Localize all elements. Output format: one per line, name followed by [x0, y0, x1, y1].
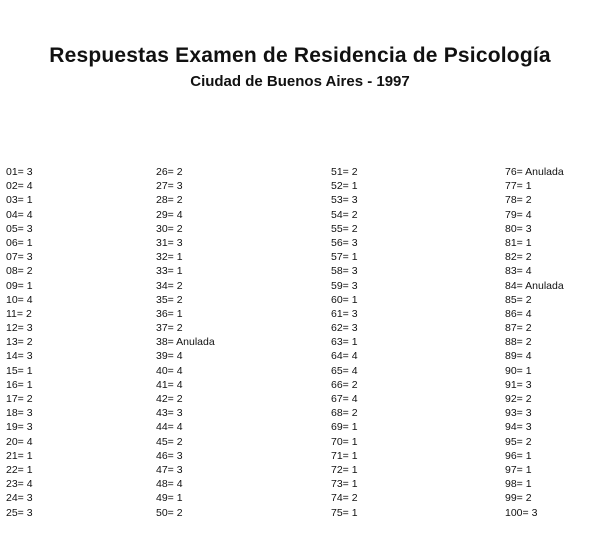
- answer-item: 59= 3: [331, 279, 358, 292]
- answer-item: 87= 2: [505, 322, 532, 335]
- answer-item: 81= 1: [505, 236, 532, 249]
- answer-item: 65= 4: [331, 364, 358, 377]
- answer-item: 75= 1: [331, 506, 358, 519]
- answers-column-2: [156, 165, 215, 520]
- answer-item: 95= 2: [505, 435, 532, 448]
- answer-item: 43= 3: [156, 407, 183, 420]
- answer-item: 22= 1: [6, 463, 33, 476]
- answer-item: 27= 3: [156, 180, 183, 193]
- answer-item: 58= 3: [331, 265, 358, 278]
- answer-item: 41= 4: [156, 378, 183, 391]
- answer-item: 37= 2: [156, 322, 183, 335]
- answer-item: 40= 4: [156, 364, 183, 377]
- answer-item: 99= 2: [505, 492, 532, 505]
- answer-item: 66= 2: [331, 378, 358, 391]
- answer-item: 48= 4: [156, 478, 183, 491]
- answer-item: 84= Anulada: [505, 279, 564, 292]
- answer-item: 28= 2: [156, 194, 183, 207]
- answer-item: 94= 3: [505, 421, 532, 434]
- answer-item: 25= 3: [6, 506, 33, 519]
- answer-item: 09= 1: [6, 279, 33, 292]
- answer-item: 68= 2: [331, 407, 358, 420]
- answer-item: 50= 2: [156, 506, 183, 519]
- answer-item: 19= 3: [6, 421, 33, 434]
- answer-item: 63= 1: [331, 336, 358, 349]
- answer-item: 30= 2: [156, 222, 183, 235]
- answer-item: 06= 1: [6, 236, 33, 249]
- answer-item: 10= 4: [6, 293, 33, 306]
- answer-item: 74= 2: [331, 492, 358, 505]
- answer-item: 83= 4: [505, 265, 532, 278]
- answer-item: 14= 3: [6, 350, 33, 363]
- answer-item: 71= 1: [331, 449, 358, 462]
- answer-item: 04= 4: [6, 208, 33, 221]
- answers-column-4: [505, 165, 564, 520]
- answer-item: 64= 4: [331, 350, 358, 363]
- answer-item: 55= 2: [331, 222, 358, 235]
- answer-item: 73= 1: [331, 478, 358, 491]
- answer-item: 17= 2: [6, 393, 33, 405]
- answer-item: 08= 2: [6, 265, 33, 278]
- answer-item: 97= 1: [505, 463, 532, 476]
- answer-item: 92= 2: [505, 393, 532, 405]
- answer-item: 18= 3: [6, 407, 33, 420]
- answer-item: 46= 3: [156, 449, 183, 462]
- answer-item: 80= 3: [505, 222, 532, 235]
- answer-item: 100= 3: [505, 506, 538, 519]
- answer-item: 20= 4: [6, 435, 33, 448]
- answer-item: 91= 3: [505, 378, 532, 391]
- answer-item: 52= 1: [331, 180, 358, 193]
- answer-item: 32= 1: [156, 251, 183, 264]
- answer-item: 49= 1: [156, 492, 183, 505]
- answer-item: 76= Anulada: [505, 166, 564, 178]
- answer-item: 38= Anulada: [156, 336, 215, 349]
- answer-item: 44= 4: [156, 421, 183, 434]
- answer-item: 02= 4: [6, 180, 33, 193]
- answer-item: 11= 2: [6, 307, 32, 320]
- answer-item: 85= 2: [505, 293, 532, 306]
- answer-item: 34= 2: [156, 279, 183, 292]
- answer-item: 62= 3: [331, 322, 358, 335]
- answer-item: 05= 3: [6, 222, 33, 235]
- answer-item: 15= 1: [6, 364, 33, 377]
- answer-item: 23= 4: [6, 478, 33, 491]
- answers-column-3: [331, 165, 358, 520]
- document-subtitle: Ciudad de Buenos Aires - 1997: [190, 73, 410, 90]
- answer-item: 82= 2: [505, 251, 532, 264]
- answer-item: 45= 2: [156, 435, 183, 448]
- answer-item: 01= 3: [6, 166, 33, 178]
- answer-item: 31= 3: [156, 236, 183, 249]
- answer-item: 51= 2: [331, 166, 358, 178]
- answer-item: 29= 4: [156, 208, 183, 221]
- answer-item: 98= 1: [505, 478, 532, 491]
- answer-item: 60= 1: [331, 293, 358, 306]
- answer-item: 86= 4: [505, 307, 532, 320]
- answer-item: 54= 2: [331, 208, 358, 221]
- answer-item: 13= 2: [6, 336, 33, 349]
- answer-item: 72= 1: [331, 463, 358, 476]
- answer-item: 53= 3: [331, 194, 358, 207]
- document-title: Respuestas Examen de Residencia de Psicología: [49, 44, 551, 67]
- answer-item: 33= 1: [156, 265, 183, 278]
- answer-item: 88= 2: [505, 336, 532, 349]
- answers-column-1: [6, 165, 33, 520]
- answer-item: 21= 1: [6, 449, 33, 462]
- answer-item: 78= 2: [505, 194, 532, 207]
- answer-item: 67= 4: [331, 393, 358, 405]
- answer-item: 16= 1: [6, 378, 33, 391]
- answer-item: 03= 1: [6, 194, 33, 207]
- answer-item: 77= 1: [505, 180, 532, 193]
- answer-item: 39= 4: [156, 350, 183, 363]
- answer-item: 61= 3: [331, 307, 358, 320]
- answer-item: 26= 2: [156, 166, 183, 178]
- answer-item: 35= 2: [156, 293, 183, 306]
- answer-item: 70= 1: [331, 435, 358, 448]
- answer-item: 07= 3: [6, 251, 33, 264]
- answer-item: 96= 1: [505, 449, 532, 462]
- answer-item: 56= 3: [331, 236, 358, 249]
- answer-item: 89= 4: [505, 350, 532, 363]
- answer-item: 79= 4: [505, 208, 532, 221]
- answer-item: 69= 1: [331, 421, 358, 434]
- answer-item: 93= 3: [505, 407, 532, 420]
- answer-item: 57= 1: [331, 251, 358, 264]
- answer-item: 24= 3: [6, 492, 33, 505]
- answer-item: 12= 3: [6, 322, 33, 335]
- answer-item: 42= 2: [156, 393, 183, 405]
- answer-item: 47= 3: [156, 463, 183, 476]
- answer-item: 90= 1: [505, 364, 532, 377]
- answer-item: 36= 1: [156, 307, 183, 320]
